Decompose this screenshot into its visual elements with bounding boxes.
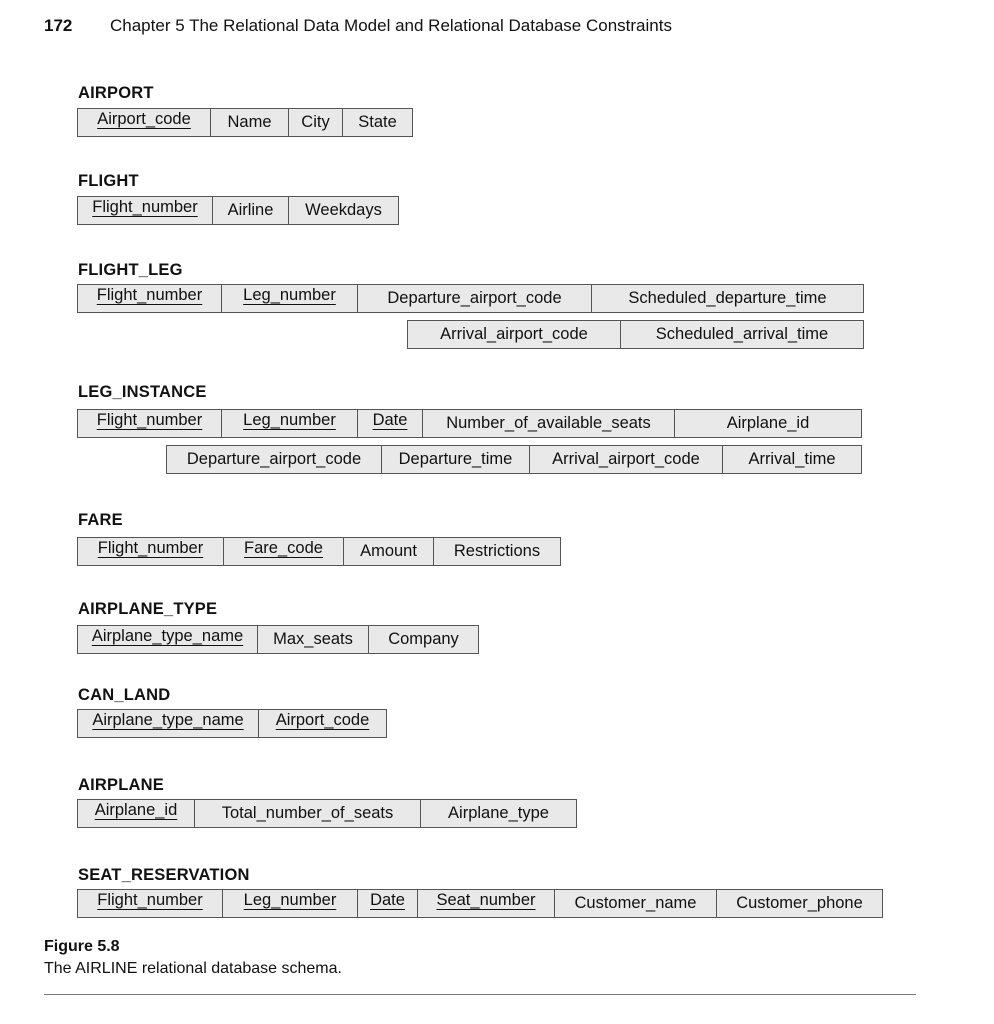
attribute-cell: State (342, 108, 413, 137)
attribute-cell: Airplane_type_name (77, 625, 258, 654)
attribute-cell: Seat_number (417, 889, 555, 918)
attribute-cell: Flight_number (77, 889, 223, 918)
attribute-cell: Date (357, 409, 423, 438)
attribute-cell: Airplane_id (674, 409, 862, 438)
attribute-cell: Arrival_time (722, 445, 862, 474)
attribute-cell: Fare_code (223, 537, 344, 566)
schema-airport (77, 108, 413, 137)
relation-title-airplane: AIRPLANE (78, 776, 164, 794)
relation-title-airport: AIRPORT (78, 84, 154, 102)
attribute-cell: Total_number_of_seats (194, 799, 421, 828)
attribute-cell: Airport_code (77, 108, 211, 137)
attribute-cell: Company (368, 625, 479, 654)
attribute-cell: Flight_number (77, 537, 224, 566)
relation-title-seat-reservation: SEAT_RESERVATION (78, 866, 250, 884)
schema-can-land (77, 709, 387, 738)
relation-title-flight: FLIGHT (78, 172, 139, 190)
attribute-cell: Number_of_available_seats (422, 409, 675, 438)
chapter-title: Chapter 5 The Relational Data Model and Relational Database Constraints (110, 16, 672, 35)
schema-airplane-type (77, 625, 479, 654)
relation-title-airplane-type: AIRPLANE_TYPE (78, 600, 218, 618)
relation-title-leg-instance: LEG_INSTANCE (78, 383, 207, 401)
attribute-cell: Arrival_airport_code (407, 320, 621, 349)
attribute-cell: Airplane_id (77, 799, 195, 828)
attribute-cell: Max_seats (257, 625, 369, 654)
attribute-cell: City (288, 108, 343, 137)
attribute-cell: Flight_number (77, 409, 222, 438)
attribute-cell: Leg_number (221, 284, 358, 313)
schema-airplane (77, 799, 577, 828)
figure-caption: The AIRLINE relational database schema. (44, 960, 342, 977)
attribute-cell: Customer_phone (716, 889, 883, 918)
attribute-cell: Scheduled_arrival_time (620, 320, 864, 349)
relation-title-fare: FARE (78, 511, 123, 529)
schema-flight (77, 196, 399, 225)
attribute-cell: Date (357, 889, 418, 918)
attribute-cell: Departure_airport_code (166, 445, 382, 474)
attribute-cell: Weekdays (288, 196, 399, 225)
attribute-cell: Departure_airport_code (357, 284, 592, 313)
attribute-cell: Leg_number (221, 409, 358, 438)
bottom-rule (44, 994, 916, 995)
attribute-cell: Scheduled_departure_time (591, 284, 864, 313)
relation-title-can-land: CAN_LAND (78, 686, 171, 704)
schema-seat-reservation (77, 889, 883, 918)
attribute-cell: Leg_number (222, 889, 358, 918)
attribute-cell: Name (210, 108, 289, 137)
attribute-cell: Customer_name (554, 889, 717, 918)
attribute-cell: Airplane_type (420, 799, 577, 828)
attribute-cell: Flight_number (77, 284, 222, 313)
figure-label: Figure 5.8 (44, 938, 120, 955)
schema-leg-instance (77, 409, 862, 438)
schema-leg-instance-continued (166, 445, 862, 474)
attribute-cell: Restrictions (433, 537, 561, 566)
attribute-cell: Amount (343, 537, 434, 566)
schema-flight-leg-continued (407, 320, 864, 349)
attribute-cell: Airline (212, 196, 289, 225)
attribute-cell: Departure_time (381, 445, 530, 474)
page-number: 172 (44, 16, 73, 35)
attribute-cell: Airplane_type_name (77, 709, 259, 738)
attribute-cell: Flight_number (77, 196, 213, 225)
relation-title-flight-leg: FLIGHT_LEG (78, 261, 183, 279)
attribute-cell: Airport_code (258, 709, 387, 738)
attribute-cell: Arrival_airport_code (529, 445, 723, 474)
schema-fare (77, 537, 561, 566)
schema-flight-leg (77, 284, 864, 313)
